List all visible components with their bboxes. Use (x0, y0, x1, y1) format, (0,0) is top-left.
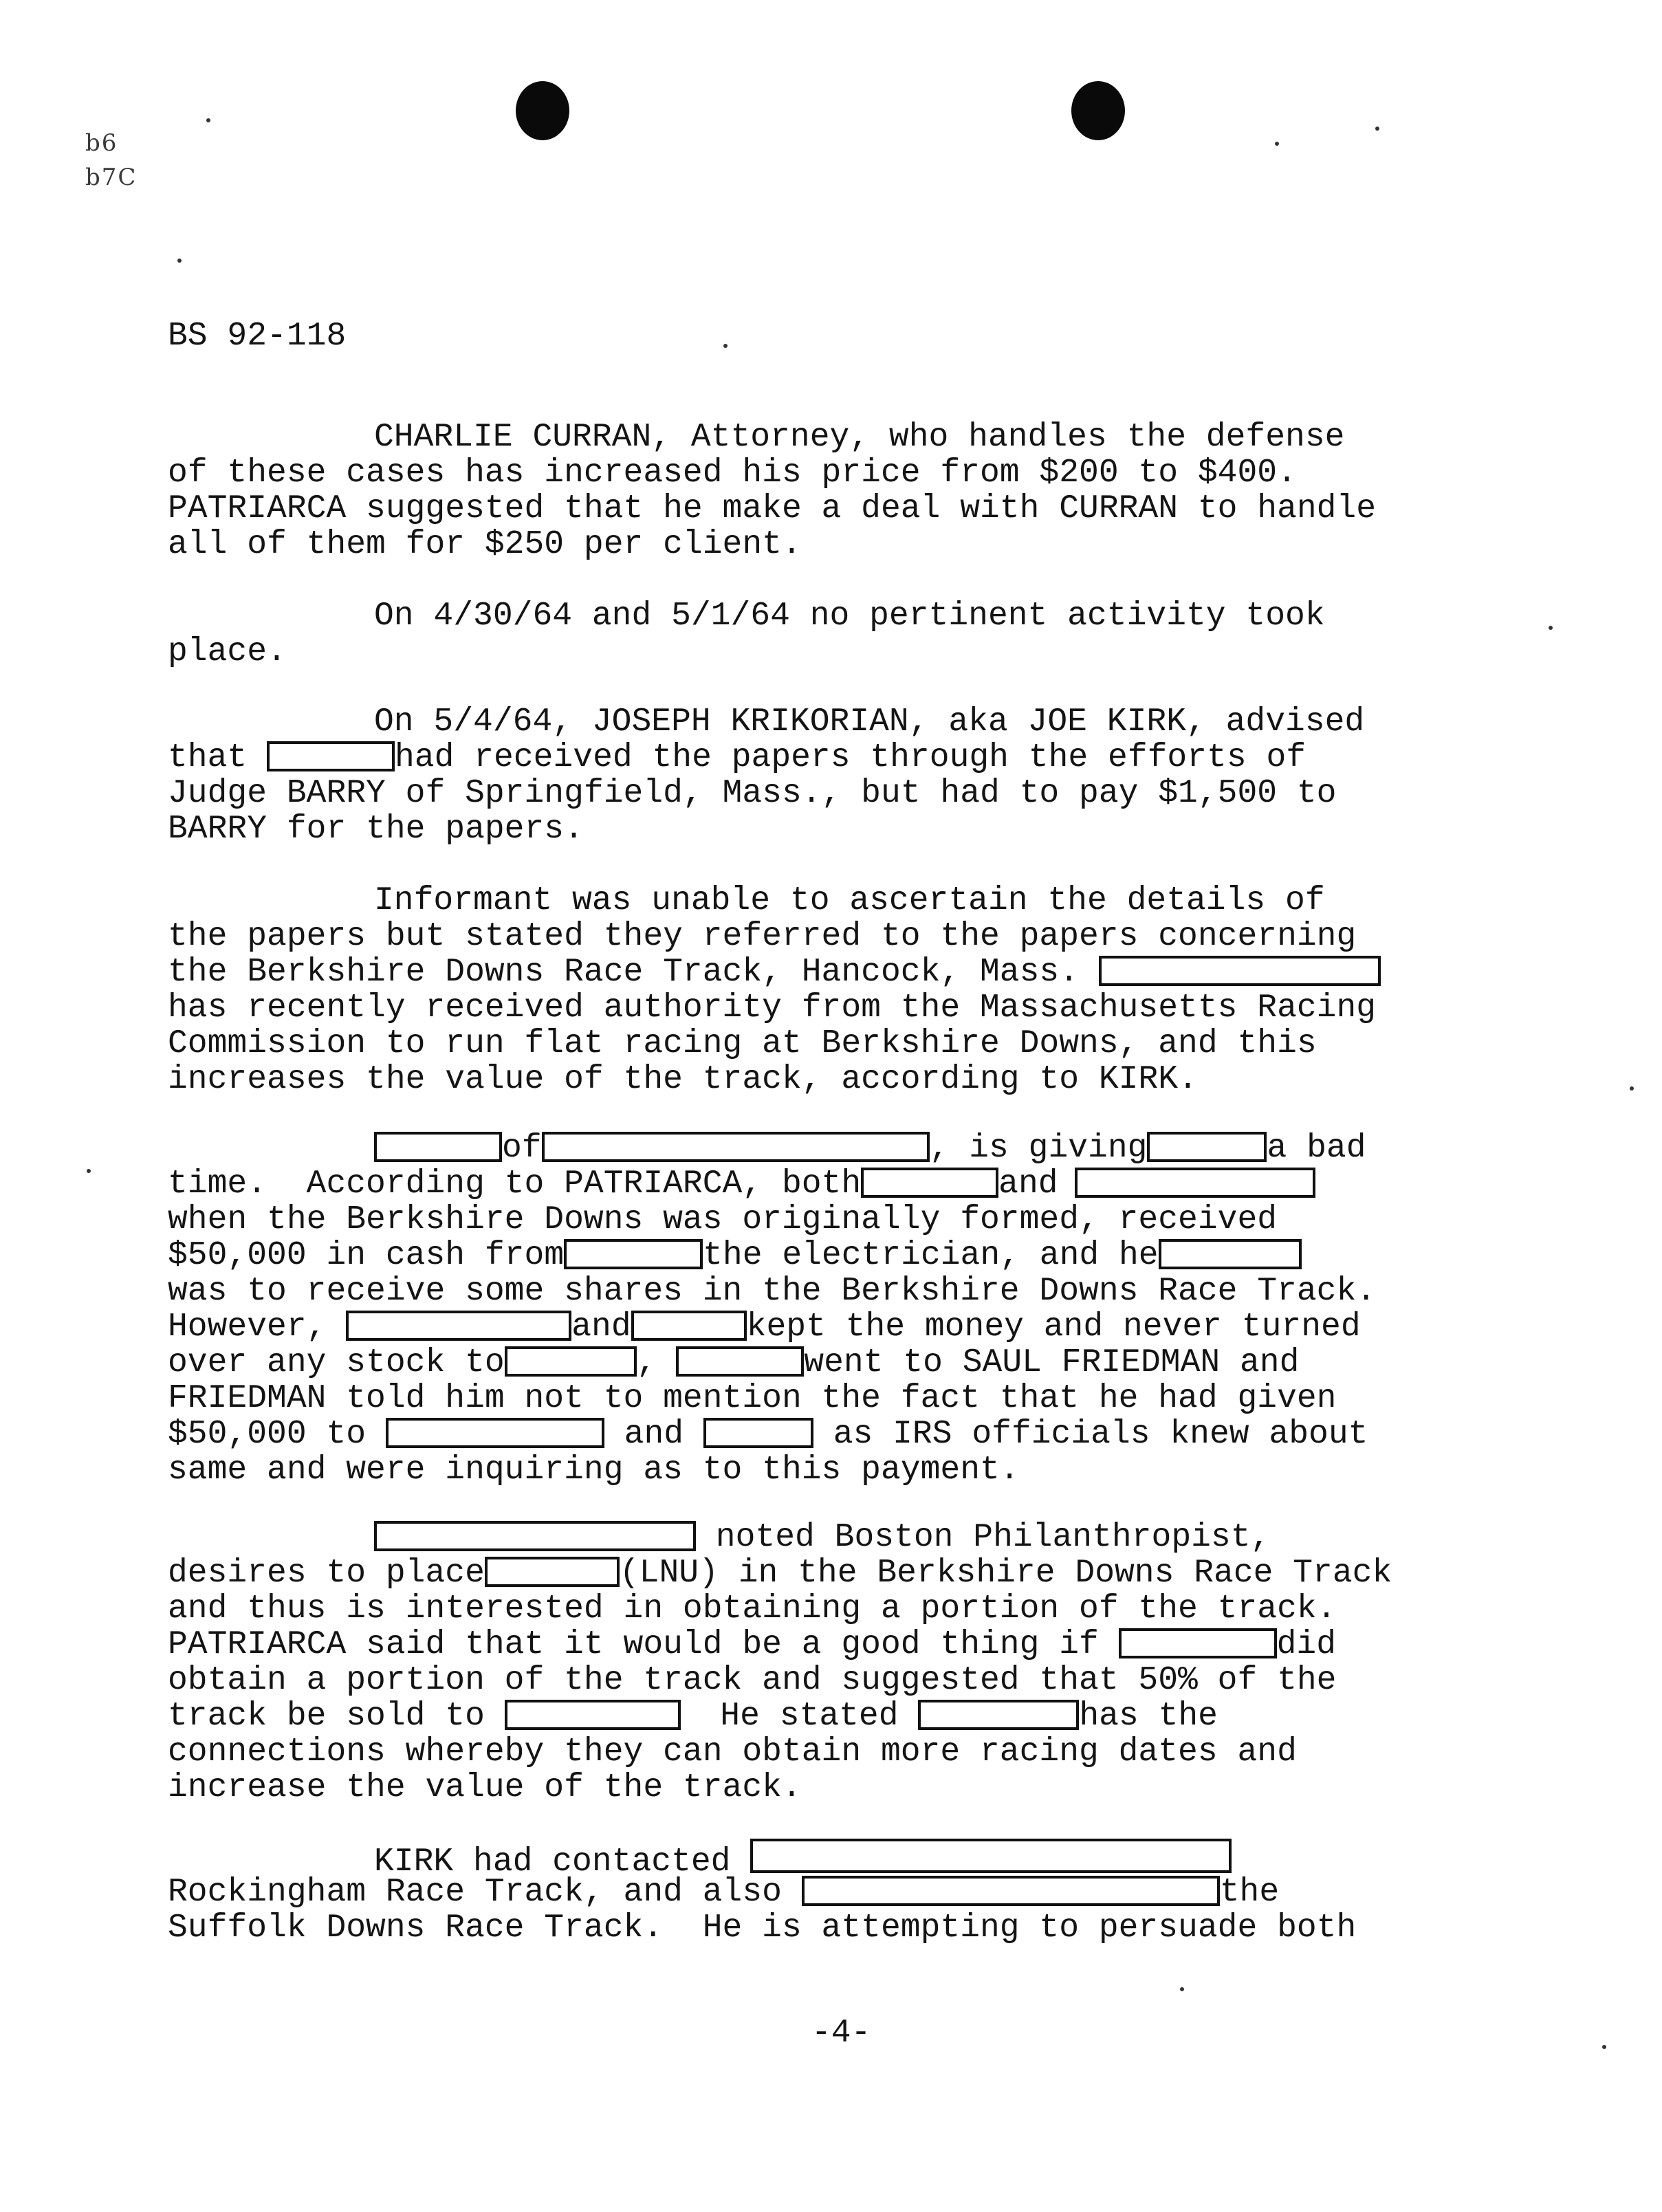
text-line: Suffolk Downs Race Track. He is attempting to persuade both (168, 1909, 1357, 1947)
scan-speck (87, 1169, 91, 1173)
scan-speck (723, 344, 728, 348)
text-line: PATRIARCA said that it would be a good thing if did (168, 1626, 1337, 1663)
text-line: that had received the papers through the efforts of (168, 739, 1306, 776)
text-line: place. (168, 633, 287, 670)
punch-hole-right (1071, 81, 1125, 140)
text-line: $50,000 in cash from the electrician, and he (168, 1238, 1461, 1273)
exemption-code-b7c: b7C (85, 164, 138, 191)
redaction-box (703, 1418, 813, 1448)
redaction-box (1119, 1628, 1277, 1658)
scan-speck (1180, 1987, 1184, 1991)
text-line: was to receive some shares in the Berkshire Downs Race Track. (168, 1273, 1377, 1310)
redaction-box (1159, 1239, 1302, 1269)
paragraph-berkshire-downs (168, 1130, 1461, 1488)
redaction-box (1147, 1132, 1267, 1162)
paragraph-curran (168, 419, 1461, 562)
scan-speck (1630, 1086, 1634, 1091)
text-line: time. According to PATRIARCA, both and (168, 1166, 1461, 1202)
redaction-box (267, 741, 395, 771)
text-line: KIRK had contacted (168, 1839, 1461, 1874)
redaction-box (676, 1346, 804, 1377)
text-line: Rockingham Race Track, and also the (168, 1874, 1280, 1911)
redaction-box (386, 1418, 604, 1448)
text-line: all of them for $250 per client. (168, 526, 802, 563)
scan-speck (177, 259, 182, 263)
text-line: On 5/4/64, JOSEPH KRIKORIAN, aka JOE KIRK, advised (374, 703, 1365, 741)
redaction-box (374, 1521, 696, 1551)
redaction-box (346, 1311, 571, 1341)
paragraph-krikorian (168, 704, 1461, 847)
text-line: Judge BARRY of Springfield, Mass., but had to pay $1,500 to (168, 775, 1337, 812)
redaction-box (861, 1168, 998, 1198)
text-line: connections whereby they can obtain more racing dates and (168, 1733, 1297, 1771)
text-line: However, and kept the money and never turned (168, 1308, 1361, 1346)
text-line: when the Berkshire Downs was originally formed, received (168, 1201, 1278, 1238)
scan-speck (1275, 142, 1279, 146)
text-line: BARRY for the papers. (168, 811, 584, 848)
redaction-box (485, 1557, 620, 1587)
text-line: Informant was unable to ascertain the details of (374, 882, 1325, 919)
text-line: of , is giving a bad (168, 1130, 1461, 1166)
text-line: track be sold to He stated has the (168, 1698, 1218, 1735)
paragraph-kirk-contacts (168, 1839, 1461, 1946)
punch-hole-left (516, 81, 569, 140)
text-line: Commission to run flat racing at Berkshire Downs, and this (168, 1025, 1317, 1062)
redaction-box (631, 1311, 747, 1341)
redaction-box (918, 1700, 1079, 1730)
scan-speck (206, 118, 210, 122)
page-number: -4- (811, 2015, 871, 2052)
scan-speck (1375, 127, 1379, 131)
file-number: BS 92-118 (168, 318, 347, 355)
text-line: same and were inquiring as to this payment. (168, 1452, 1020, 1489)
redaction-box (564, 1239, 703, 1269)
text-line: FRIEDMAN told him not to mention the fact that he had given (168, 1380, 1337, 1417)
text-line: obtain a portion of the track and suggested that 50% of the (168, 1662, 1337, 1699)
paragraph-no-activity (168, 598, 1461, 670)
text-line: and thus is interested in obtaining a portion of the track. (168, 1590, 1337, 1628)
text-line: desires to place (LNU) in the Berkshire Downs Race Track (168, 1555, 1392, 1592)
text-line: the Berkshire Downs Race Track, Hancock, Mass. (168, 954, 1461, 990)
text-line: increase the value of the track. (168, 1769, 802, 1806)
paragraph-informant (168, 883, 1461, 1097)
text-line: of these cases has increased his price from $200 to $400. (168, 455, 1297, 492)
redaction-box (374, 1132, 502, 1162)
redaction-box (505, 1346, 637, 1377)
exemption-code-b6: b6 (85, 129, 118, 157)
redaction-box (1075, 1168, 1315, 1198)
redaction-box (542, 1132, 930, 1162)
text-line: the papers but stated they referred to the papers concerning (168, 918, 1357, 955)
text-line: CHARLIE CURRAN, Attorney, who handles the defense (374, 419, 1345, 456)
scan-speck (1549, 626, 1553, 630)
text-line: $50,000 to and as IRS officials knew about (168, 1416, 1368, 1453)
redaction-box (505, 1700, 681, 1730)
text-line: On 4/30/64 and 5/1/64 no pertinent activity took (374, 598, 1325, 635)
text-line: noted Boston Philanthropist, (168, 1520, 1461, 1555)
redaction-box (802, 1876, 1220, 1906)
paragraph-philanthropist (168, 1520, 1461, 1806)
text-line: has recently received authority from the Massachusetts Racing (168, 989, 1377, 1027)
redaction-box (1099, 956, 1381, 986)
scan-speck (1602, 2045, 1606, 2049)
text-line: over any stock to , went to SAUL FRIEDMAN and (168, 1344, 1300, 1381)
text-line: PATRIARCA suggested that he make a deal with CURRAN to handle (168, 490, 1377, 527)
redaction-box (750, 1839, 1232, 1873)
text-line: increases the value of the track, according to KIRK. (168, 1061, 1198, 1098)
